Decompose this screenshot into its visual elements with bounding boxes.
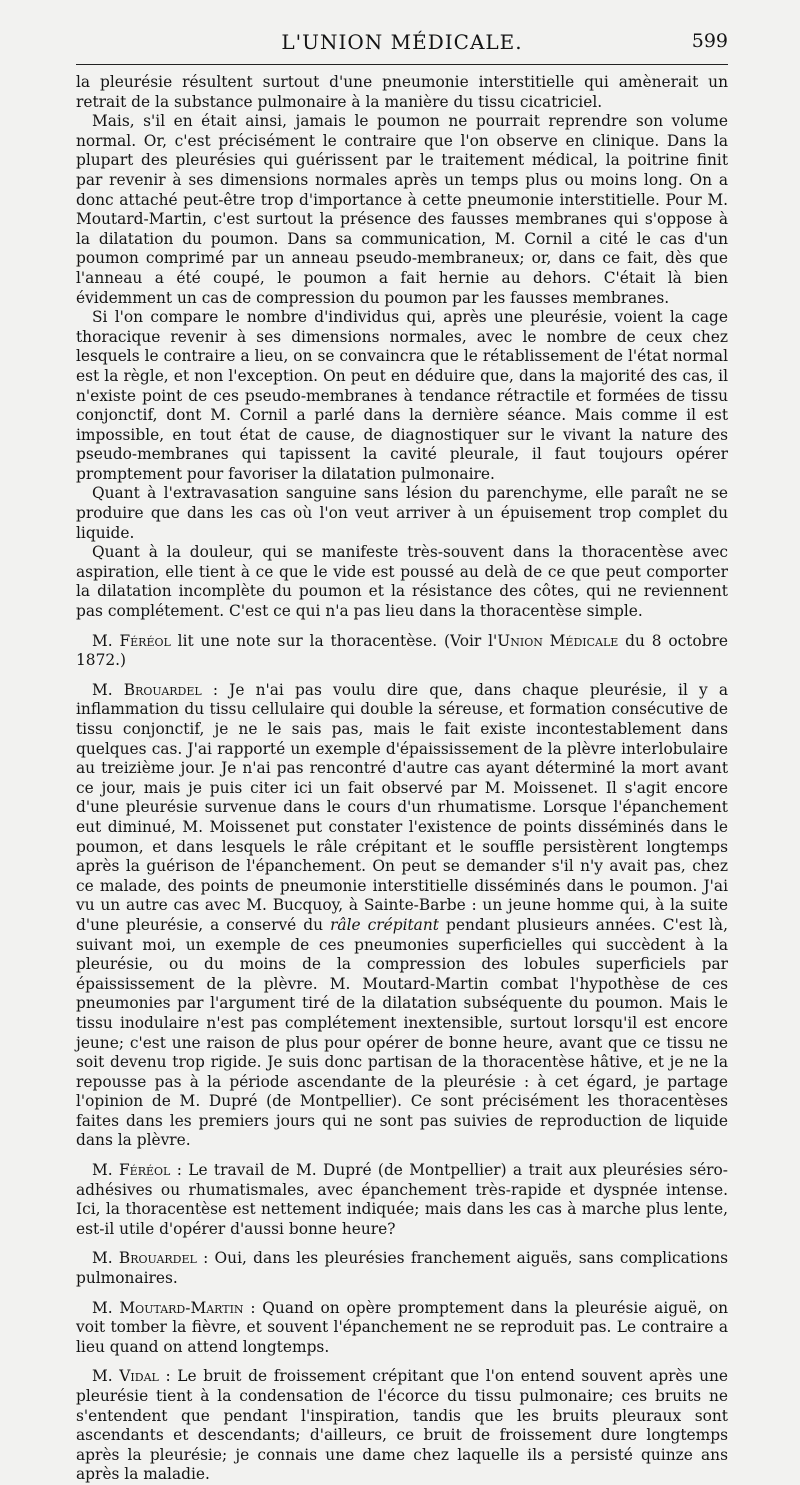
speaker-paragraph-vidal: [76, 1367, 728, 1485]
speech-text: : Oui, dans les pleurésies franchement aiguës, sans complications pulmonaires.: [76, 1249, 728, 1288]
speaker-paragraph-fereol: [76, 1161, 728, 1239]
speaker-name: M. Féréol: [92, 1161, 171, 1180]
page-header: [76, 0, 728, 62]
paragraph: Quant à l'extravasation sanguine sans lésion du parenchyme, elle paraît ne se produire que dans les cas où l'on veut arriver à un épuisement trop complet du liquide.: [76, 484, 728, 542]
running-title: L'UNION MÉDICALE.: [281, 30, 523, 54]
italic-term: râle crépitant: [330, 915, 439, 934]
speech-text: pendant plusieurs années. C'est là, suivant moi, un exemple de ces pneumonies superficielles qui succèdent à la pleurésie, ou du moins de la compression des lobules superficiels par épaississement de la plèvre. M. Moutard-Martin combat l'hypothèse de ces pneumonies par l'argument tiré de la dilatation subséquente du poumon. Mais le tissu inodulaire n'est pas complétement inextensible, surtout lorsqu'il est encore jeune; c'est une raison de plus pour opérer de bonne heure, avant que ce tissu ne soit devenu trop rigide. Je suis donc partisan de la thoracentèse hâtive, et je ne la repousse pas à la période ascendante de la pleurésie : à cet égard, je partage l'opinion de M. Dupré (de Montpellier). Ce sont précisément les thoracentèses faites dans les premiers jours qui ne sont pas suivies de reproduction de liquide dans la plèvre.: [76, 915, 729, 1150]
speaker-name: M. Féréol: [92, 631, 171, 650]
speaker-paragraph-moutard-martin: [76, 1299, 728, 1358]
speech-text: : Le travail de M. Dupré (de Montpellier) a trait aux pleurésies séro-adhésives ou rhumatismales, avec épanchement très-rapide et dyspnée intense. Ici, la thoracentèse est nettement indiquée; mais dans les cas à marche plus lente, est-il utile d'opérer d'aussi bonne heure?: [76, 1161, 729, 1238]
speaker-name: M. Brouardel: [92, 1249, 197, 1268]
speaker-name: M. Vidal: [92, 1367, 159, 1386]
journal-name: Union Médicale: [497, 631, 619, 650]
speaker-paragraph-brouardel: [76, 681, 728, 1151]
paragraph: Mais, s'il en était ainsi, jamais le poumon ne pourrait reprendre son volume normal. Or, c'est précisément le contraire que l'on observe en clinique. Dans la plupart des pleurésies qui guérissent par le traitement médical, la poitrine finit par revenir à ses dimensions normales après un temps plus ou moins long. On a donc attaché peut-être trop d'importance à cette pneumonie interstitielle. Pour M. Moutard-Martin, c'est surtout la présence des fausses membranes qui s'oppose à la dilatation du poumon. Dans sa communication, M. Cornil a cité le cas d'un poumon comprimé par un anneau pseudo-membraneux; or, dans ce fait, dès que l'anneau a été coupé, le poumon a fait hernie au dehors. C'était là bien évidemment un cas de compression du poumon par les fausses membranes.: [76, 112, 728, 307]
speaker-paragraph-fereol-note: [76, 632, 728, 671]
paragraph: Si l'on compare le nombre d'individus qui, après une pleurésie, voient la cage thoracique revenir à ses dimensions normales, avec le nombre de ceux chez lesquels le contraire a lieu, on se convaincra que le rétablissement de l'état normal est la règle, et non l'exception. On peut en déduire que, dans la majorité des cas, il n'existe point de ces pseudo-membranes à tendance rétractile et formées de tissu conjonctif, dont M. Cornil a parlé dans la dernière séance. Mais comme il est impossible, en tout état de cause, de diagnostiquer sur le vivant la nature des pseudo-membranes qui tapissent la cavité pleurale, il faut toujours opérer promptement pour favoriser la dilatation pulmonaire.: [76, 308, 728, 483]
speech-text: : Je n'ai pas voulu dire que, dans chaque pleurésie, il y a inflammation du tissu cellulaire qui double la séreuse, et formation consécutive de tissu conjonctif, je ne le sais pas, mais le fait existe incontestablement dans quelques cas. J'ai rapporté un exemple d'épaississement de la plèvre interlobulaire au treizième jour. Je n'ai pas rencontré d'autre cas ayant déterminé la mort avant ce jour, mais je puis citer ici un fait observé par M. Moissenet. Il s'agit encore d'une pleurésie survenue dans le cours d'un rhumatisme. Lorsque l'épanchement eut diminué, M. Moissenet put constater l'existence de points disséminés dans le poumon, et dans lesquels le râle crépitant et le souffle persistèrent longtemps après la guérison de l'épanchement. On peut se demander s'il n'y avait pas, chez ce malade, des points de pneumonie interstitielle disséminés dans le poumon. J'ai vu un autre cas avec M. Bucquoy, à Sainte-Barbe : un jeune homme qui, à la suite d'une pleurésie, a conservé du: [76, 680, 729, 934]
header-rule: [76, 64, 728, 65]
speech-text: du 8 octobre 1872.): [76, 631, 729, 670]
speech-text: : Quand on opère promptement dans la pleurésie aiguë, on voit tomber la fièvre, et souvent l'épanchement ne se reproduit pas. Le contraire a lieu quand on attend longtemps.: [76, 1298, 728, 1356]
speech-text: : Le bruit de froissement crépitant que l'on entend souvent après une pleurésie tient à la condensation de l'écorce du tissu pulmonaire; ces bruits ne s'entendent que pendant l'inspiration, tandis que les bruits pleuraux sont ascendants et descendants; d'ailleurs, ce bruit de froissement dure longtemps après la pleurésie; je connais une dame chez laquelle ils a persisté quinze ans après la maladie.: [76, 1367, 728, 1484]
paragraph: Quant à la douleur, qui se manifeste très-souvent dans la thoracentèse avec aspiration, elle tient à ce que le vide est poussé au delà de ce que peut comporter la dilatation incomplète du poumon et la résistance des côtes, qui ne reviennent pas complétement. C'est ce qui n'a pas lieu dans la thoracentèse simple.: [76, 543, 728, 621]
speaker-name: M. Brouardel: [92, 680, 202, 699]
speaker-name: M. Moutard-Martin: [92, 1298, 244, 1317]
speech-text: lit une note sur la thoracentèse. (Voir l': [170, 631, 498, 650]
paragraph: la pleurésie résultent surtout d'une pneumonie interstitielle qui amènerait un retrait de la substance pulmonaire à la manière du tissu cicatriciel.: [76, 73, 728, 111]
speaker-paragraph-brouardel-2: [76, 1249, 728, 1288]
page-number: 599: [691, 30, 728, 52]
article-body: [76, 73, 728, 1485]
